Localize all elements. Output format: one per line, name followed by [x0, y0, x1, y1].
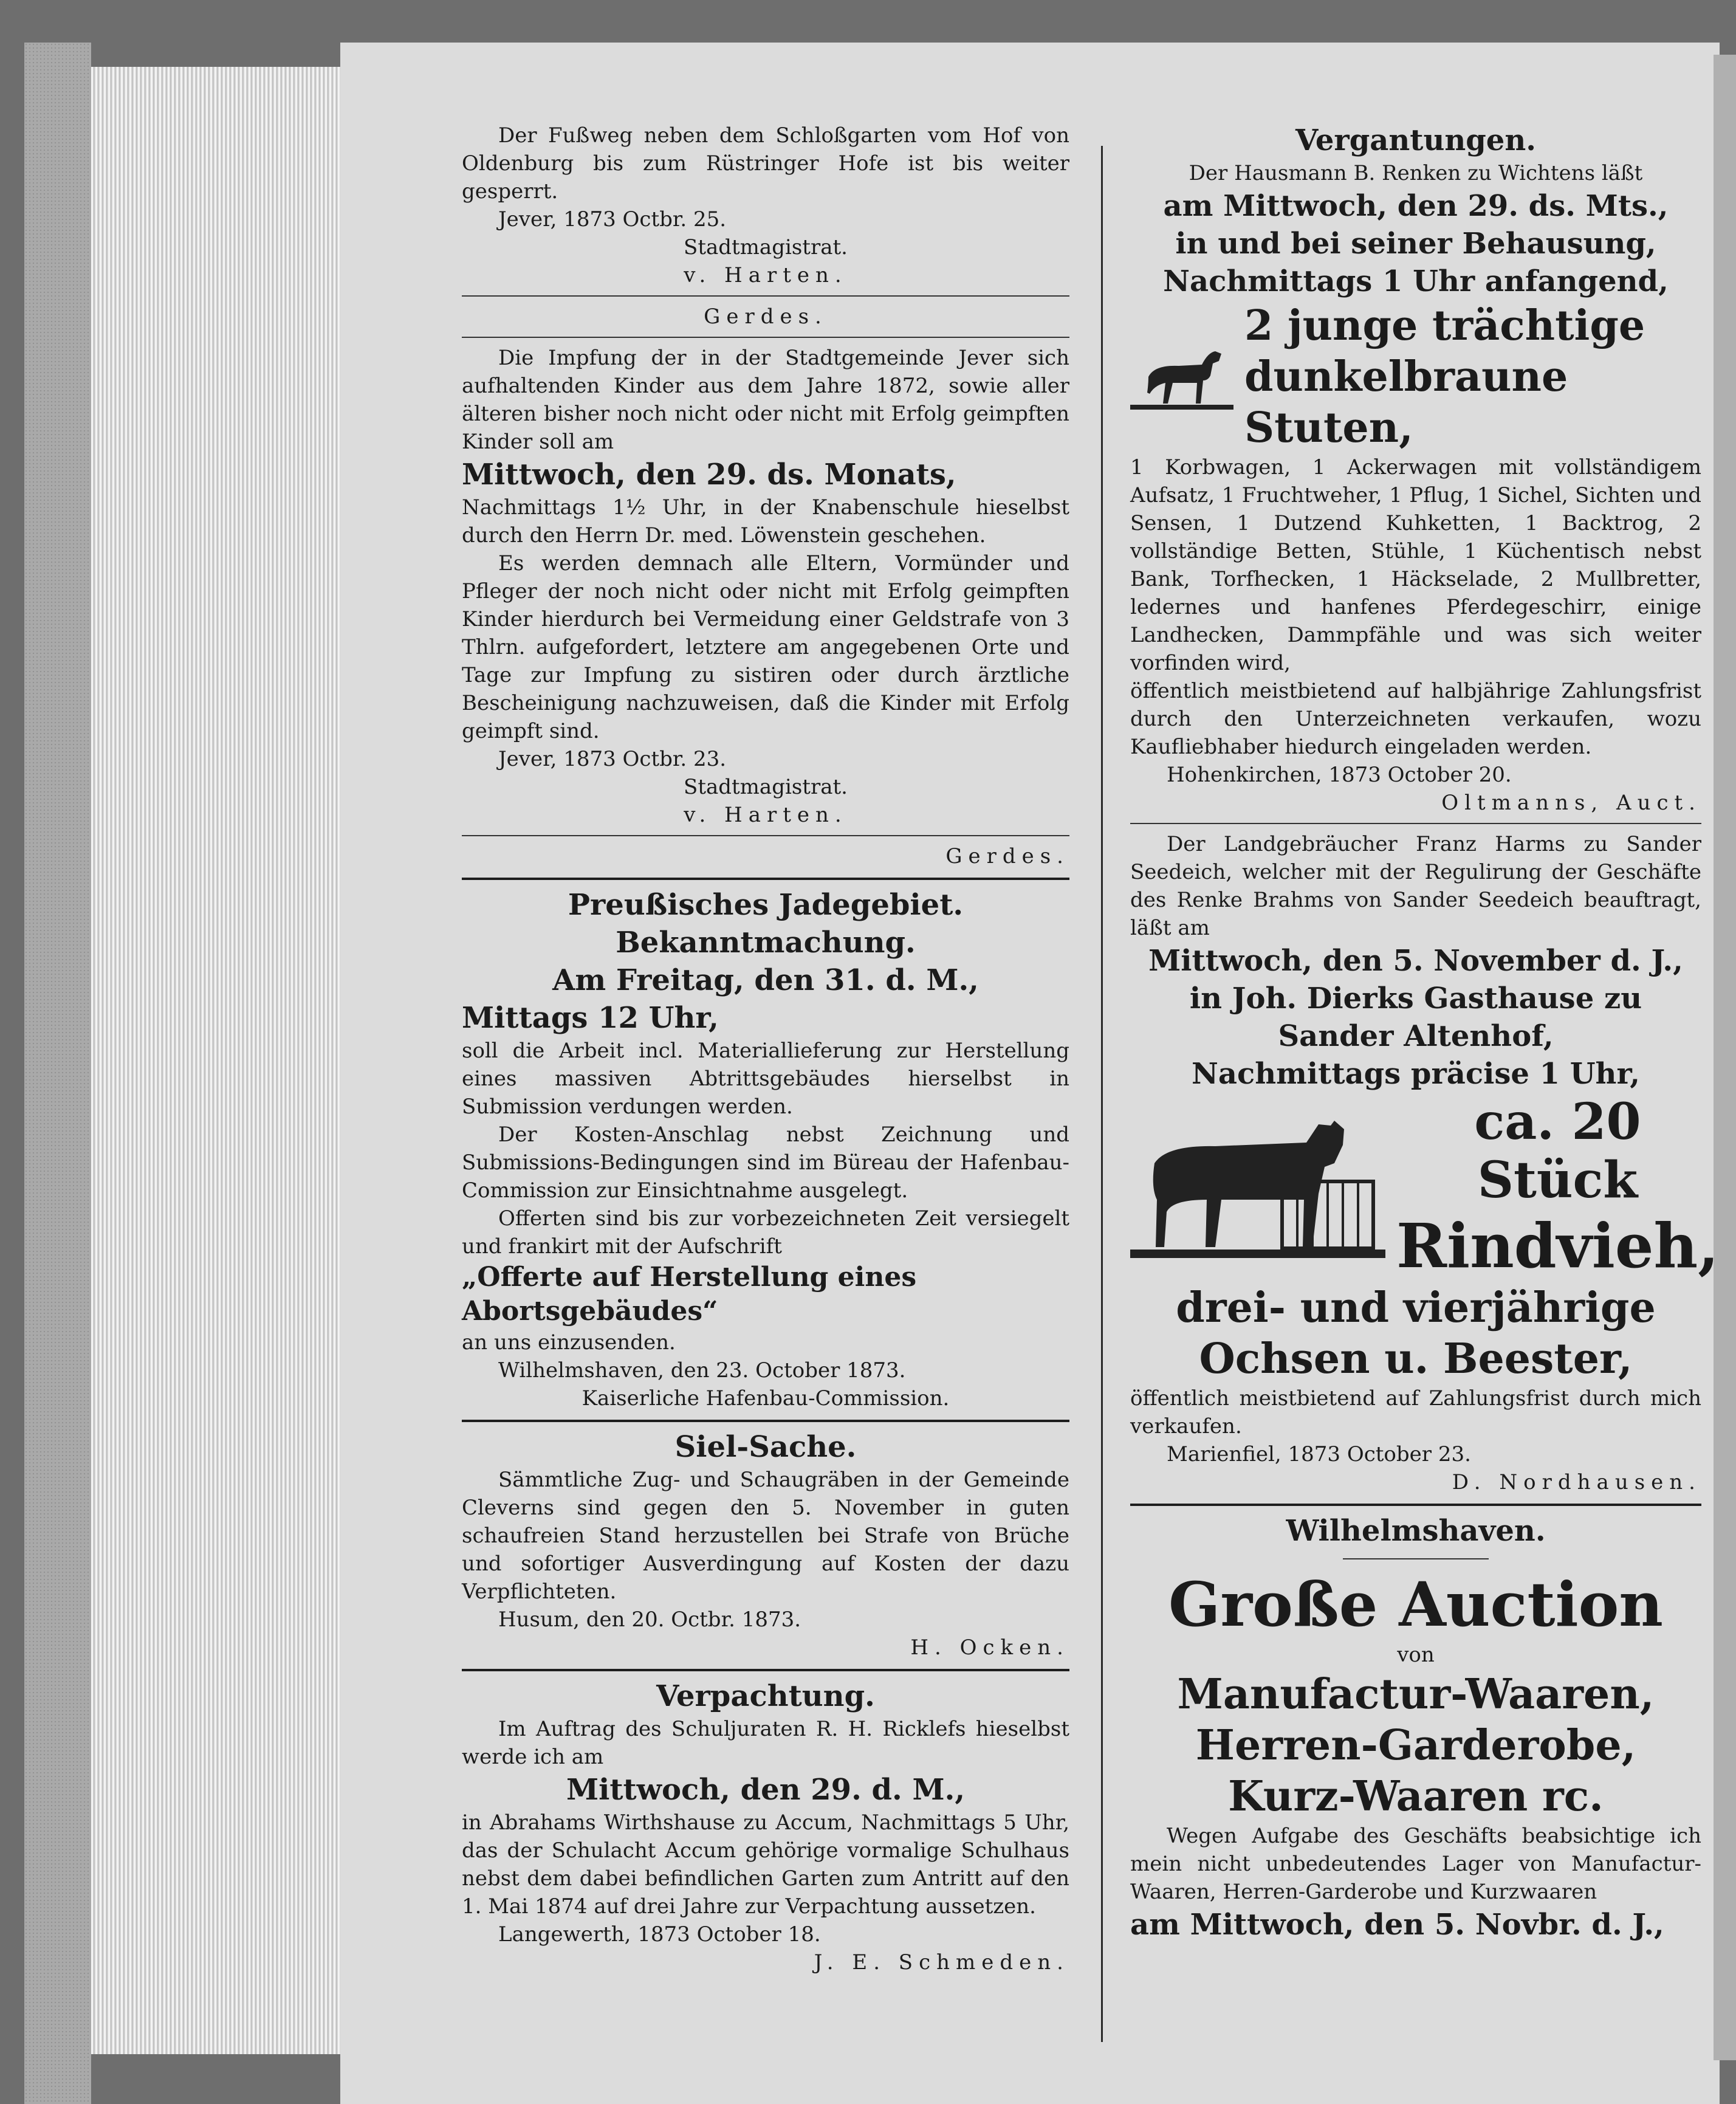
rule — [462, 878, 1069, 880]
notice-subtitle: Bekanntmachung. — [616, 926, 916, 960]
item-heading: Rindvieh, — [1396, 1210, 1719, 1282]
notice-body: in Abrahams Wirthshause zu Accum, Nachmittags 5 Uhr, das der Schulacht Accum gehörige vormalige Schulhaus nebst dem dabei befindlichen Garten zum Antritt auf den 1. Mai 1874 auf drei Jahre zur Verpachtung aussetzen. — [462, 1810, 1069, 1919]
notice-verpachtung — [462, 1677, 1069, 1976]
signature: D. Nordhausen. — [1452, 1470, 1701, 1494]
signature: H. Ocken. — [910, 1635, 1069, 1660]
notice-body: Der Fußweg neben dem Schloßgarten vom Hof von Oldenburg bis zum Rüstringer Hofe ist bis weiter gesperrt. — [462, 123, 1069, 204]
notice-siel — [462, 1428, 1069, 1662]
place-date: Husum, den 20. Octbr. 1873. — [498, 1607, 801, 1632]
notice-body: Wegen Aufgabe des Geschäfts beabsichtige ich mein nicht unbedeutendes Lager von Manufactur-Waaren, Herren-Garderobe und Kurzwaaren — [1130, 1824, 1701, 1904]
items-list: 1 Korbwagen, 1 Ackerwagen mit vollständigem Aufsatz, 1 Fruchtweher, 1 Pflug, 1 Sichel, Sichten und Sensen, 1 Dutzend Kuhketten, 1 Backtrog, 2 vollständige Betten, Stühle, 1 Küchentisch nebst Bank, Torfhecken, 1 Häckselade, 2 Mullbretter, ledernes und hanfenes Pferdegeschirr, einige Landhecken, Dammpfähle und was sich weiter vorfinden wird, — [1130, 455, 1701, 675]
notice-vergantungen — [1130, 122, 1701, 817]
authority: Stadtmagistrat. — [684, 775, 848, 799]
place-date: Wilhelmshaven, den 23. October 1873. — [498, 1358, 906, 1383]
signature: Gerdes. — [704, 304, 828, 329]
notice-auction — [1130, 1512, 1701, 1944]
notice-title: Vergantungen. — [1295, 123, 1536, 157]
auction-line: Herren-Garderobe, — [1195, 1721, 1636, 1770]
right-column — [1130, 122, 1719, 1947]
notice-intro: Der Landgebräucher Franz Harms zu Sander Seedeich, welcher mit der Regulirung der Geschäfte des Renke Brahms von Sander Seedeich beauftragt, läßt am — [1130, 832, 1701, 940]
place-date: Langewerth, 1873 October 18. — [498, 1922, 821, 1947]
notice-body: Der Kosten-Anschlag nebst Zeichnung und Submissions-Bedingungen sind im Büreau der Hafenbau-Commission zur Einsichtnahme ausgelegt. — [462, 1122, 1069, 1203]
time-heading: Mittags 12 Uhr, — [462, 1001, 719, 1035]
rule — [1343, 1558, 1489, 1559]
notice-intro: Der Hausmann B. Renken zu Wichtens läßt — [1189, 161, 1643, 185]
notice-body: öffentlich meistbietend auf Zahlungsfrist durch mich verkaufen. — [1130, 1386, 1701, 1439]
time-heading: Nachmittags 1 Uhr anfangend, — [1163, 264, 1669, 298]
place-heading: Wilhelmshaven. — [1286, 1514, 1546, 1548]
horse-ad-row — [1130, 300, 1701, 453]
notice-jadegebiet — [462, 886, 1069, 1412]
left-column — [462, 122, 1069, 1980]
notice-footpath — [462, 122, 1069, 331]
signature: Oltmanns, Auct. — [1441, 791, 1701, 815]
notice-body: Die Impfung der in der Stadtgemeinde Jever sich aufhaltenden Kinder aus dem Jahre 1872, sowie aller älteren bisher noch nicht oder nicht mit Erfolg geimpften Kinder soll am — [462, 346, 1069, 454]
place-date: Marienfiel, 1873 October 23. — [1167, 1442, 1471, 1466]
quote-heading: „Offerte auf Herstellung eines Abortsgebäudes“ — [462, 1262, 917, 1327]
notice-title: Siel-Sache. — [674, 1430, 857, 1464]
date-heading: Mittwoch, den 29. ds. Monats, — [462, 458, 956, 492]
rule — [1130, 823, 1701, 824]
rule — [462, 337, 1069, 338]
rule — [462, 1420, 1069, 1422]
signature: Kaiserliche Hafenbau-Commission. — [582, 1386, 950, 1411]
auction-von: von — [1397, 1643, 1435, 1667]
rule — [1130, 1504, 1701, 1506]
notice-body: Sämmtliche Zug- und Schaugräben in der Gemeinde Cleverns sind gegen den 5. November in guten schaufreien Stand herzustellen bei Strafe von Brüche und sofortiger Ausverdingung auf Kosten der dazu Verpflichteten. — [462, 1468, 1069, 1604]
place-date: Jever, 1873 Octbr. 25. — [498, 207, 727, 232]
notice-title: Preußisches Jadegebiet. — [568, 888, 964, 922]
horse-icon — [1130, 340, 1233, 413]
time-heading: Nachmittags präcise 1 Uhr, — [1192, 1057, 1640, 1091]
signature: J. E. Schmeden. — [814, 1950, 1069, 1975]
book-cover-edge — [24, 43, 91, 2104]
date-heading: am Mittwoch, den 5. Novbr. d. J., — [1130, 1908, 1664, 1942]
auction-line: Manufactur-Waaren, — [1177, 1670, 1655, 1719]
item-subheading: drei- und vierjährige Ochsen u. Beester, — [1176, 1284, 1656, 1383]
rule — [462, 835, 1069, 836]
book-right-edge — [1714, 55, 1736, 2060]
notice-body: Im Auftrag des Schuljuraten R. H. Ricklefs hieselbst werde ich am — [462, 1717, 1069, 1769]
notice-body: an uns einzusenden. — [462, 1330, 676, 1355]
rule — [462, 295, 1069, 297]
item-heading: 2 junge trächtige dunkelbraune Stuten, — [1244, 301, 1645, 452]
date-heading: Am Freitag, den 31. d. M., — [552, 963, 979, 997]
notice-title: Verpachtung. — [656, 1679, 875, 1713]
place-heading: in Joh. Dierks Gasthause zu Sander Altenhof, — [1189, 982, 1642, 1053]
date-heading: Mittwoch, den 5. November d. J., — [1148, 944, 1683, 978]
date-heading: am Mittwoch, den 29. ds. Mts., — [1163, 189, 1669, 223]
notice-body: Nachmittags 1½ Uhr, in der Knabenschule hieselbst durch den Herrn Dr. med. Löwenstein geschehen. — [462, 495, 1069, 548]
notice-body: Offerten sind bis zur vorbezeichneten Zeit versiegelt und frankirt mit der Aufschrift — [462, 1206, 1069, 1259]
count-heading: ca. 20 Stück — [1474, 1093, 1641, 1209]
signature: v. Harten. — [684, 803, 848, 827]
signature: v. Harten. — [684, 263, 848, 287]
notice-body: Es werden demnach alle Eltern, Vormünder und Pfleger der noch nicht oder nicht mit Erfolg geimpften Kinder hierdurch bei Vermeidung einer Geldstrafe von 3 Thlrn. aufgefordert, letztere am angegebenen Orte und Tage zur Impfung zu sistiren oder durch ärztliche Bescheinigung nachzuweisen, daß die Kinder mit Erfolg geimpft sind. — [462, 551, 1069, 743]
notice-vaccination — [462, 344, 1069, 870]
authority: Stadtmagistrat. — [684, 235, 848, 260]
date-heading: Mittwoch, den 29. d. M., — [566, 1773, 966, 1807]
notice-rindvieh — [1130, 830, 1719, 1496]
rule — [462, 1669, 1069, 1671]
cow-icon — [1130, 1109, 1385, 1267]
notice-body: soll die Arbeit incl. Materiallieferung zur Herstellung eines massiven Abtrittsgebäudes hierselbst in Submission verdungen werden. — [462, 1039, 1069, 1119]
book-page-edges — [91, 67, 346, 2054]
place-heading: in und bei seiner Behausung, — [1175, 227, 1656, 261]
place-date: Hohenkirchen, 1873 October 20. — [1167, 763, 1512, 787]
cow-ad-row — [1130, 1093, 1719, 1282]
column-divider — [1101, 146, 1103, 2042]
place-date: Jever, 1873 Octbr. 23. — [498, 747, 727, 771]
auction-line: Kurz-Waaren rc. — [1228, 1772, 1604, 1821]
signature: Gerdes. — [945, 844, 1069, 868]
auction-title: Große Auction — [1168, 1569, 1663, 1640]
notice-body: öffentlich meistbietend auf halbjährige Zahlungsfrist durch den Unterzeichneten verkaufen, wozu Kaufliebhaber hiedurch eingeladen werden. — [1130, 679, 1701, 759]
